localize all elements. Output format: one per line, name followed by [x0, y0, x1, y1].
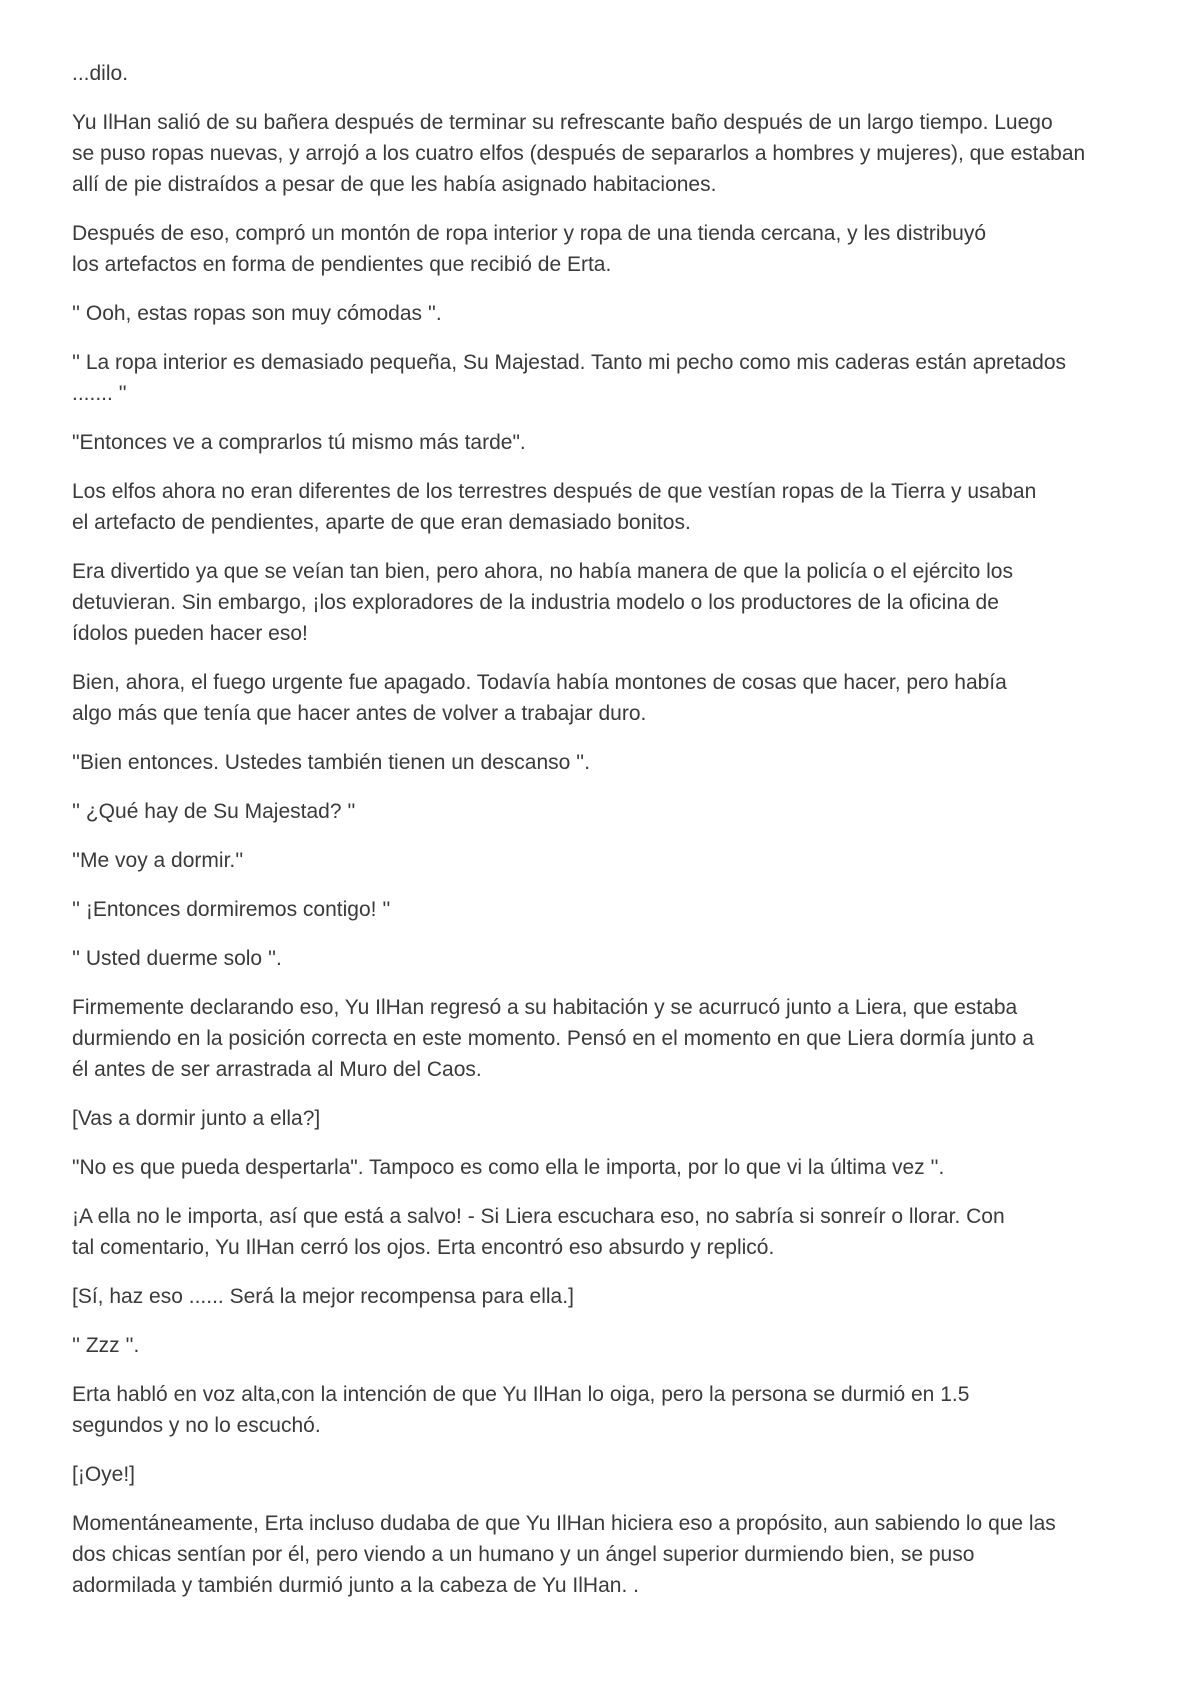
paragraph-11 [72, 796, 1127, 827]
text-line: ídolos pueden hacer eso! [72, 622, 308, 645]
text-line: Era divertido ya que se veían tan bien, pero ahora, no había manera de que la policía o el ejército los [72, 560, 1013, 583]
text-line: [Vas a dormir junto a ella?] [72, 1107, 321, 1130]
text-line: Después de eso, compró un montón de ropa interior y ropa de una tienda cercana, y les distribuyó [72, 222, 987, 245]
text-line: [Sí, haz eso ...... Será la mejor recompensa para ella.] [72, 1285, 574, 1308]
text-line: ...dilo. [72, 62, 129, 85]
paragraph-14 [72, 943, 1127, 974]
text-line: Erta habló en voz alta,con la intención de que Yu IlHan lo oiga, pero la persona se durmió en 1.5 [72, 1383, 970, 1406]
text-line: el artefacto de pendientes, aparte de que eran demasiado bonitos. [72, 511, 691, 534]
text-line: Bien, ahora, el fuego urgente fue apagado. Todavía había montones de cosas que hacer, pero había [72, 671, 1007, 694]
text-line: '' ¡Entonces dormiremos contigo! '' [72, 898, 391, 921]
text-line: '' ¿Qué hay de Su Majestad? '' [72, 800, 356, 823]
text-line: "No es que pueda despertarla". Tampoco es como ella le importa, por lo que vi la última vez ''. [72, 1156, 945, 1179]
text-line: ¡A ella no le importa, así que está a salvo! - Si Liera escuchara eso, no sabría si sonreír o llorar. Con [72, 1205, 1005, 1228]
text-line: ''Me voy a dormir.'' [72, 849, 244, 872]
paragraph-10 [72, 747, 1127, 778]
text-line: '' Ooh, estas ropas son muy cómodas ''. [72, 302, 442, 325]
text-line: él antes de ser arrastrada al Muro del Caos. [72, 1058, 482, 1081]
text-line: ....... '' [72, 382, 127, 405]
text-line: allí de pie distraídos a pesar de que les había asignado habitaciones. [72, 173, 717, 196]
text-line: tal comentario, Yu IlHan cerró los ojos. Erta encontró eso absurdo y replicó. [72, 1236, 775, 1259]
paragraph-17 [72, 1152, 1127, 1183]
text-line: Yu IlHan salió de su bañera después de terminar su refrescante baño después de un largo tiempo. Luego [72, 111, 1053, 134]
paragraph-8 [72, 556, 1127, 649]
text-line: "Entonces ve a comprarlos tú mismo más tarde". [72, 431, 526, 454]
text-line: ''Bien entonces. Ustedes también tienen un descanso ''. [72, 751, 591, 774]
text-line: los artefactos en forma de pendientes que recibió de Erta. [72, 253, 612, 276]
paragraph-12 [72, 845, 1127, 876]
document-page [72, 58, 1127, 1619]
paragraph-2 [72, 107, 1127, 200]
text-line: durmiendo en la posición correcta en este momento. Pensó en el momento en que Liera dormía junto a [72, 1027, 1034, 1050]
paragraph-18 [72, 1201, 1127, 1263]
text-line: [¡Oye!] [72, 1463, 136, 1486]
paragraph-23 [72, 1508, 1127, 1601]
text-line: Momentáneamente, Erta incluso dudaba de que Yu IlHan hiciera eso a propósito, aun sabiendo lo que las [72, 1512, 1056, 1535]
paragraph-9 [72, 667, 1127, 729]
paragraph-22 [72, 1459, 1127, 1490]
text-line: segundos y no lo escuchó. [72, 1414, 321, 1437]
text-line: se puso ropas nuevas, y arrojó a los cuatro elfos (después de separarlos a hombres y mujeres), que estaban [72, 142, 1086, 165]
text-line: '' La ropa interior es demasiado pequeña, Su Majestad. Tanto mi pecho como mis caderas están apretados [72, 351, 1067, 374]
paragraph-15 [72, 992, 1127, 1085]
paragraph-13 [72, 894, 1127, 925]
paragraph-20 [72, 1330, 1127, 1361]
paragraph-6 [72, 427, 1127, 458]
paragraph-16 [72, 1103, 1127, 1134]
text-line: adormilada y también durmió junto a la cabeza de Yu IlHan. . [72, 1574, 639, 1597]
text-line: Firmemente declarando eso, Yu IlHan regresó a su habitación y se acurrucó junto a Liera, que estaba [72, 996, 1018, 1019]
paragraph-19 [72, 1281, 1127, 1312]
text-line: Los elfos ahora no eran diferentes de los terrestres después de que vestían ropas de la Tierra y usaban [72, 480, 1037, 503]
paragraph-5 [72, 347, 1127, 409]
text-line: algo más que tenía que hacer antes de volver a trabajar duro. [72, 702, 647, 725]
text-line: detuvieran. Sin embargo, ¡los exploradores de la industria modelo o los productores de la oficina de [72, 591, 999, 614]
paragraph-21 [72, 1379, 1127, 1441]
text-line: '' Usted duerme solo ''. [72, 947, 282, 970]
paragraph-3 [72, 218, 1127, 280]
paragraph-4 [72, 298, 1127, 329]
text-line: '' Zzz ''. [72, 1334, 140, 1357]
paragraph-1 [72, 58, 1127, 89]
paragraph-7 [72, 476, 1127, 538]
text-line: dos chicas sentían por él, pero viendo a un humano y un ángel superior durmiendo bien, se puso [72, 1543, 975, 1566]
